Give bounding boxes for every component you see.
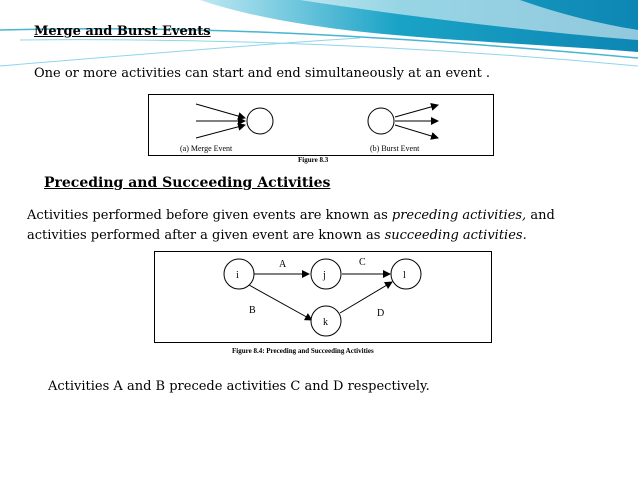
- paragraph-line-1: Activities performed before given events are known as preceding activities, and: [27, 208, 555, 223]
- activity-d-label: D: [377, 308, 385, 319]
- burst-event-node: [368, 108, 394, 134]
- node-l-label: l: [403, 270, 406, 281]
- figure-8-4-caption: Figure 8.4: Preceding and Succeeding Activities: [232, 347, 374, 355]
- node-k-label: k: [323, 317, 328, 328]
- activity-c-label: C: [359, 257, 366, 268]
- heading-preceding-succeeding: Preceding and Succeeding Activities: [44, 175, 331, 191]
- merge-event-label: (a) Merge Event: [180, 144, 233, 153]
- activity-a-label: A: [279, 259, 287, 270]
- closing-statement: Activities A and B precede activities C and D respectively.: [48, 379, 430, 394]
- activity-b-label: B: [249, 305, 256, 316]
- heading-merge-burst-events: Merge and Burst Events: [34, 24, 211, 39]
- paragraph-line-2: activities performed after a given event are known as succeeding activities.: [27, 228, 527, 243]
- preceding-succeeding-paragraph: [27, 206, 555, 246]
- node-j-circle: [311, 259, 341, 289]
- merge-event-node: [247, 108, 273, 134]
- figure-preceding-succeeding: [152, 251, 498, 359]
- node-i-circle: [224, 259, 254, 289]
- node-j-label: j: [323, 270, 326, 281]
- node-i-label: i: [236, 270, 239, 281]
- figure-8-3-caption: Figure 8.3: [298, 156, 329, 164]
- node-l-circle: [391, 259, 421, 289]
- merge-burst-description: One or more activities can start and end simultaneously at an event .: [34, 66, 491, 81]
- burst-event-label: (b) Burst Event: [370, 144, 420, 153]
- figure-merge-burst: [148, 94, 494, 164]
